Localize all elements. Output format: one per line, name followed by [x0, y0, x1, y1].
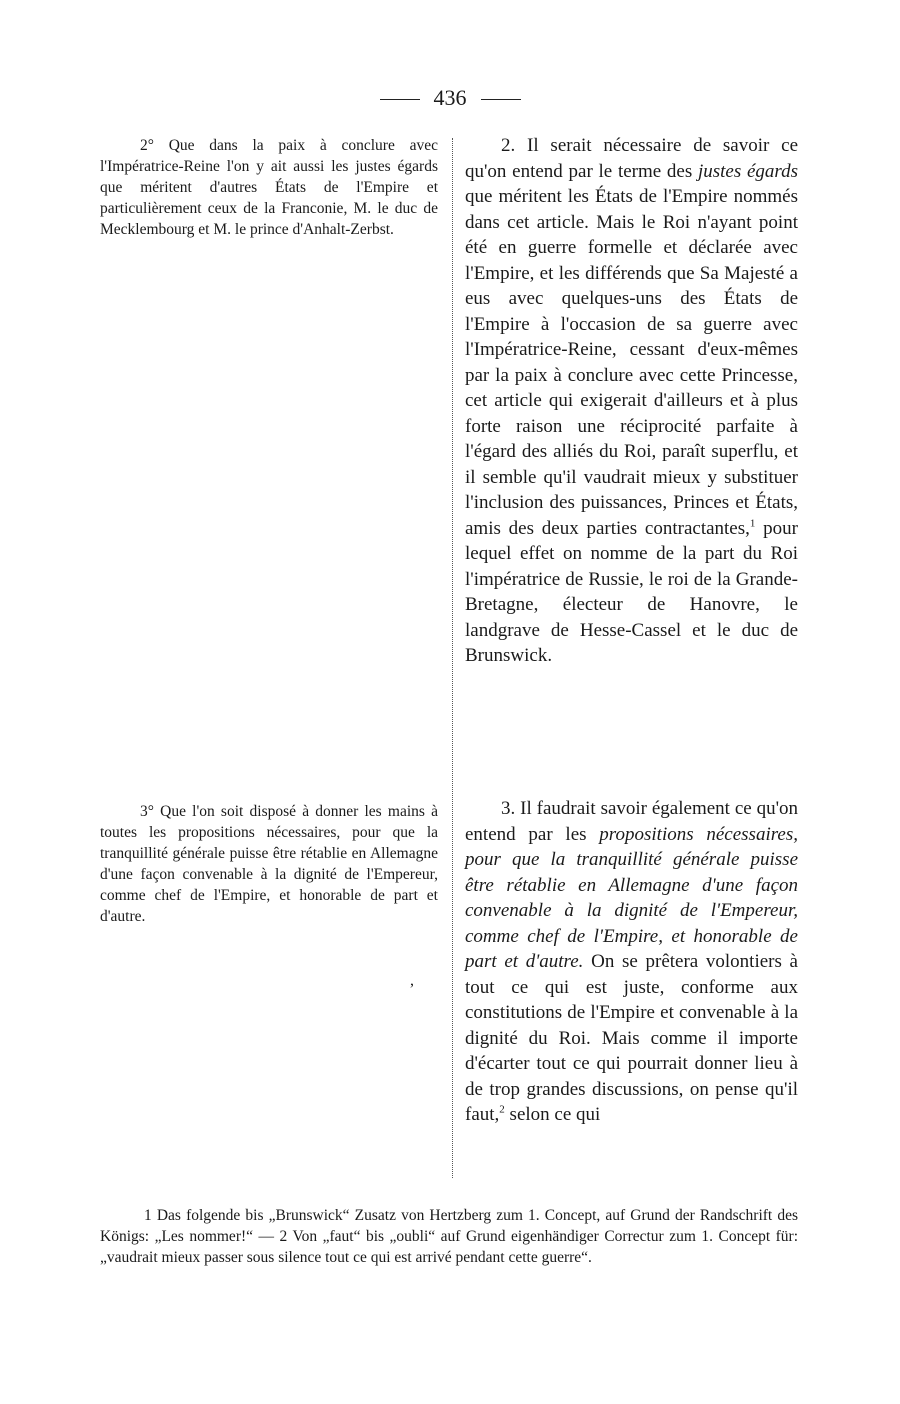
stray-ink-mark: ,	[410, 972, 414, 989]
article-3-demand	[100, 801, 438, 927]
article-2-response-italic: justes égards	[697, 160, 799, 182]
article-2-response-part-c: pour lequel effet on nomme de la part du Roi l'impératrice de Russie, le roi de la Grande-Bretagne, électeur de Hanovre, le landgrave de Hesse-Cassel et le duc de Brunswick.	[465, 517, 798, 666]
page-number: 436	[433, 85, 467, 110]
article-3-response	[465, 796, 798, 1128]
column-divider	[452, 138, 453, 1178]
article-3-response-part-b: On se prêtera volontiers à tout ce qui est juste, conforme aux constitutions de l'Empire et convenable à la dignité du Roi. Mais comme il importe d'écarter tout ce qui pourrait donner lieu à de trop grandes discussions, on pense qu'il faut,	[465, 951, 798, 1125]
article-2-demand	[100, 135, 438, 240]
article-3-response-italic: propositions nécessaires, pour que la tranquillité générale puisse être rétablie en Allemagne d'une façon convenable à la dignité de l'Empereur, comme chef de l'Empire, et honorable de part et d'autre.	[465, 823, 799, 972]
article-2-response	[465, 133, 798, 669]
header-dash-right	[481, 99, 521, 100]
article-3-demand-text: 3° Que l'on soit disposé à donner les mains à toutes les propositions nécessaires, pour que la tranquillité générale puisse être rétablie en Allemagne d'une façon convenable à la dignité de l'Empereur, comme chef de l'Empire, et honorable de part et d'autre.	[100, 803, 438, 925]
page-header	[0, 84, 900, 112]
article-3-response-part-a: 3. Il faudrait savoir également ce qu'on entend par les	[465, 798, 798, 845]
article-2-response-part-a: 2. Il serait nécessaire de savoir ce qu'on entend par le terme des	[465, 135, 798, 182]
article-2-response-part-b: que méritent les États de l'Empire nommés dans cet article. Mais le Roi n'ayant point été en guerre formelle et déclarée avec l'Empire, et les différends que Sa Majesté a eus avec quelques-uns des États de l'Empire à l'occasion de sa guerre avec l'Impératrice-Reine, cessant d'eux-mêmes par la paix à conclure avec cette Princesse, cet article qui exigerait d'ailleurs et à plus forte raison une réciprocité parfaite à l'égard des alliés du Roi, paraît superflu, et il semble qu'il vaudrait mieux y substituer l'inclusion des puissances, Princes et États, amis des deux parties contractantes,	[465, 186, 798, 539]
footnotes	[100, 1205, 798, 1268]
article-3-response-part-c: selon ce qui	[509, 1104, 601, 1125]
article-2-response-text	[465, 133, 798, 669]
footnote-mark-1: 1	[749, 517, 756, 530]
article-2-demand-text: 2° Que dans la paix à conclure avec l'Impératrice-Reine l'on y ait aussi les justes égards que méritent d'autres États de l'Empire et particulièrement ceux de la Franconie, M. le duc de Mecklembourg et M. le prince d'Anhalt-Zerbst.	[100, 137, 438, 238]
header-dash-left	[380, 99, 420, 100]
footnotes-text: 1 Das folgende bis „Brunswick“ Zusatz von Hertzberg zum 1. Concept, auf Grund der Randschrift des Königs: „Les nommer!“ — 2 Von „faut“ bis „oubli“ auf Grund eigenhändiger Correctur zum 1. Concept für: „vaudrait mieux passer sous silence tout ce qui est arrivé pendant cette guerre“.	[100, 1207, 798, 1266]
article-3-response-text	[465, 796, 798, 1128]
footnote-mark-2: 2	[499, 1103, 505, 1116]
